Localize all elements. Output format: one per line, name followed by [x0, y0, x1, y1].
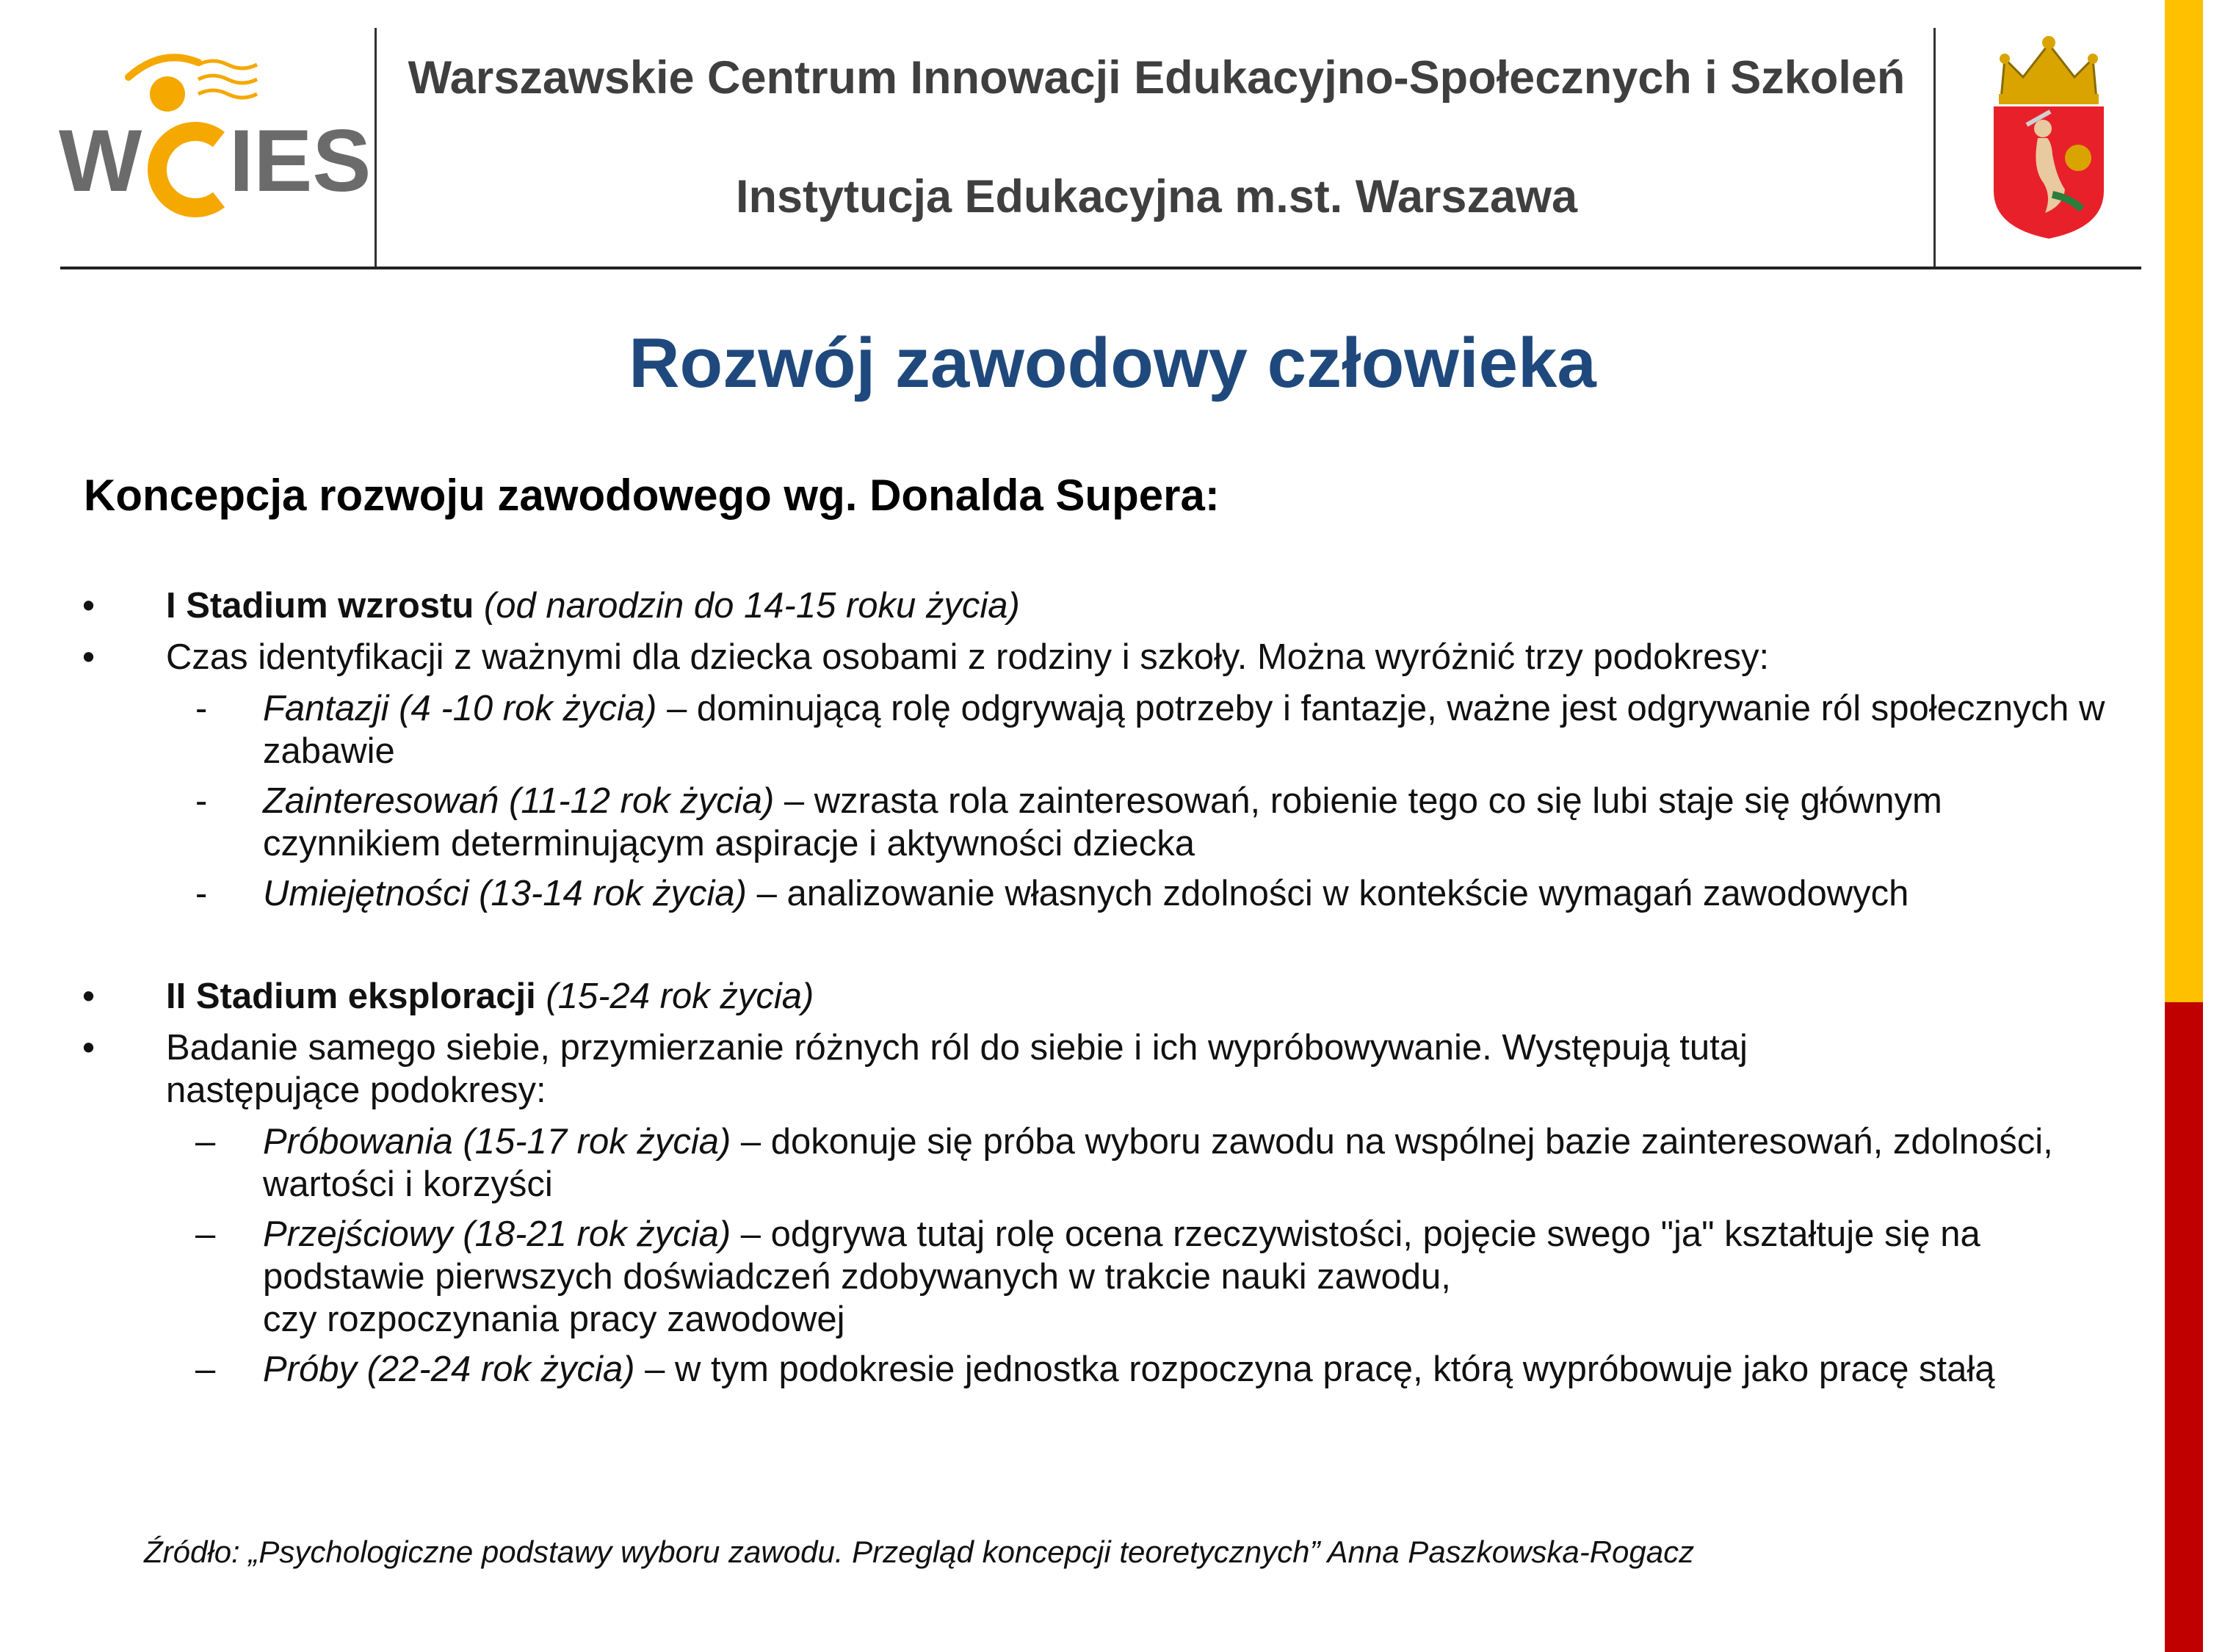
stage-1-heading	[166, 584, 2119, 627]
subperiod-text: – dokonuje się próba wyboru zawodu na wspólnej bazie zainteresowań, zdolności, wartości i korzyści	[263, 1122, 2053, 1204]
bullet-marker: •	[82, 637, 95, 677]
subperiod-term: Umiejętności (13-14 rok życia)	[263, 874, 747, 913]
subperiod-item	[263, 872, 2113, 915]
stage-1-name: I Stadium wzrostu	[166, 586, 474, 626]
stage-2-description: Badanie samego siebie, przymierzanie różnych ról do siebie i ich wypróbowywanie. Występują tutaj następujące podokresy:	[166, 1028, 1748, 1110]
slide-title: Rozwój zawodowy człowieka	[629, 324, 1596, 402]
svg-text:W: W	[59, 112, 142, 210]
dash-marker: –	[195, 1214, 216, 1254]
dash-marker: –	[195, 1122, 216, 1162]
stage-2-name: II Stadium eksploracji	[166, 977, 536, 1016]
source-citation: Źródło: „Psychologiczne podstawy wyboru zawodu. Przegląd koncepcji teoretycznych” Anna Paszkowska-Rogacz	[144, 1535, 1695, 1569]
subperiod-text: – analizowanie własnych zdolności w kontekście wymagań zawodowych	[747, 874, 1909, 913]
header	[0, 0, 2165, 272]
subperiod-term: Próbowania (15-17 rok życia)	[263, 1122, 731, 1162]
org-title: Warszawskie Centrum Innowacji Edukacyjno-Społecznych i Szkoleń	[408, 52, 1906, 104]
subperiod-term: Fantazji (4 -10 rok życia)	[263, 689, 657, 728]
subperiod-item	[263, 687, 2113, 772]
header-divider-right	[1933, 28, 1936, 267]
subperiod-text: – w tym podokresie jednostka rozpoczyna pracę, którą wypróbowuje jako pracę stałą	[634, 1350, 1995, 1389]
section-heading: Koncepcja rozwoju zawodowego wg. Donalda Supera:	[84, 471, 1220, 520]
bullet-marker: •	[82, 586, 95, 626]
subperiod-item	[263, 1120, 2113, 1206]
stage-1-description: Czas identyfikacji z ważnymi dla dziecka osobami z rodziny i szkoły. Można wyróżnić trzy podokresy:	[166, 637, 1770, 677]
subperiod-item	[263, 1348, 2113, 1391]
side-bar-yellow	[2165, 0, 2203, 1002]
subperiod-term: Zainteresowań (11-12 rok życia)	[263, 781, 775, 821]
subperiod-text: – odgrywa tutaj rolę ocena rzeczywistości, pojęcie swego "ja" kształtuje się na podstawie pierwszych doświadczeń zdobywanych w trakcie nauki zawodu,	[263, 1214, 1980, 1297]
header-divider-left	[375, 28, 377, 267]
dash-marker: -	[195, 689, 208, 728]
wcies-logo	[59, 44, 372, 228]
subperiod-text-continued: czy rozpoczynania pracy zawodowej	[263, 1300, 845, 1339]
bullet-marker: •	[82, 1028, 95, 1068]
subperiod-text: – dominującą rolę odgrywają potrzeby i fantazje, ważne jest odgrywanie ról społecznych w zabawie	[263, 689, 2105, 771]
side-bar-red	[2165, 1002, 2203, 1652]
warsaw-crest-icon	[1983, 29, 2115, 242]
subperiod-term: Przejściowy (18-21 rok życia)	[263, 1214, 731, 1254]
dash-marker: -	[195, 781, 208, 821]
stage-1-range: (od narodzin do 14-15 roku życia)	[483, 586, 1020, 626]
subperiod-item	[263, 780, 2113, 865]
bullet-marker: •	[82, 977, 95, 1016]
header-underline	[60, 267, 2141, 269]
subperiod-item	[263, 1213, 2113, 1341]
org-subtitle: Instytucja Edukacyjna m.st. Warszawa	[735, 171, 1578, 222]
subperiod-text: – wzrasta rola zainteresowań, robienie tego co się lubi staje się głównym czynnikiem determinującym aspiracje i aktywności dziecka	[263, 781, 1942, 863]
subperiod-term: Próby (22-24 rok życia)	[263, 1350, 635, 1389]
svg-text:IES: IES	[229, 112, 372, 210]
stage-2-range: (15-24 rok życia)	[546, 977, 814, 1016]
dash-marker: –	[195, 1350, 216, 1389]
dash-marker: -	[195, 874, 208, 913]
stage-2-heading	[166, 975, 2119, 1018]
